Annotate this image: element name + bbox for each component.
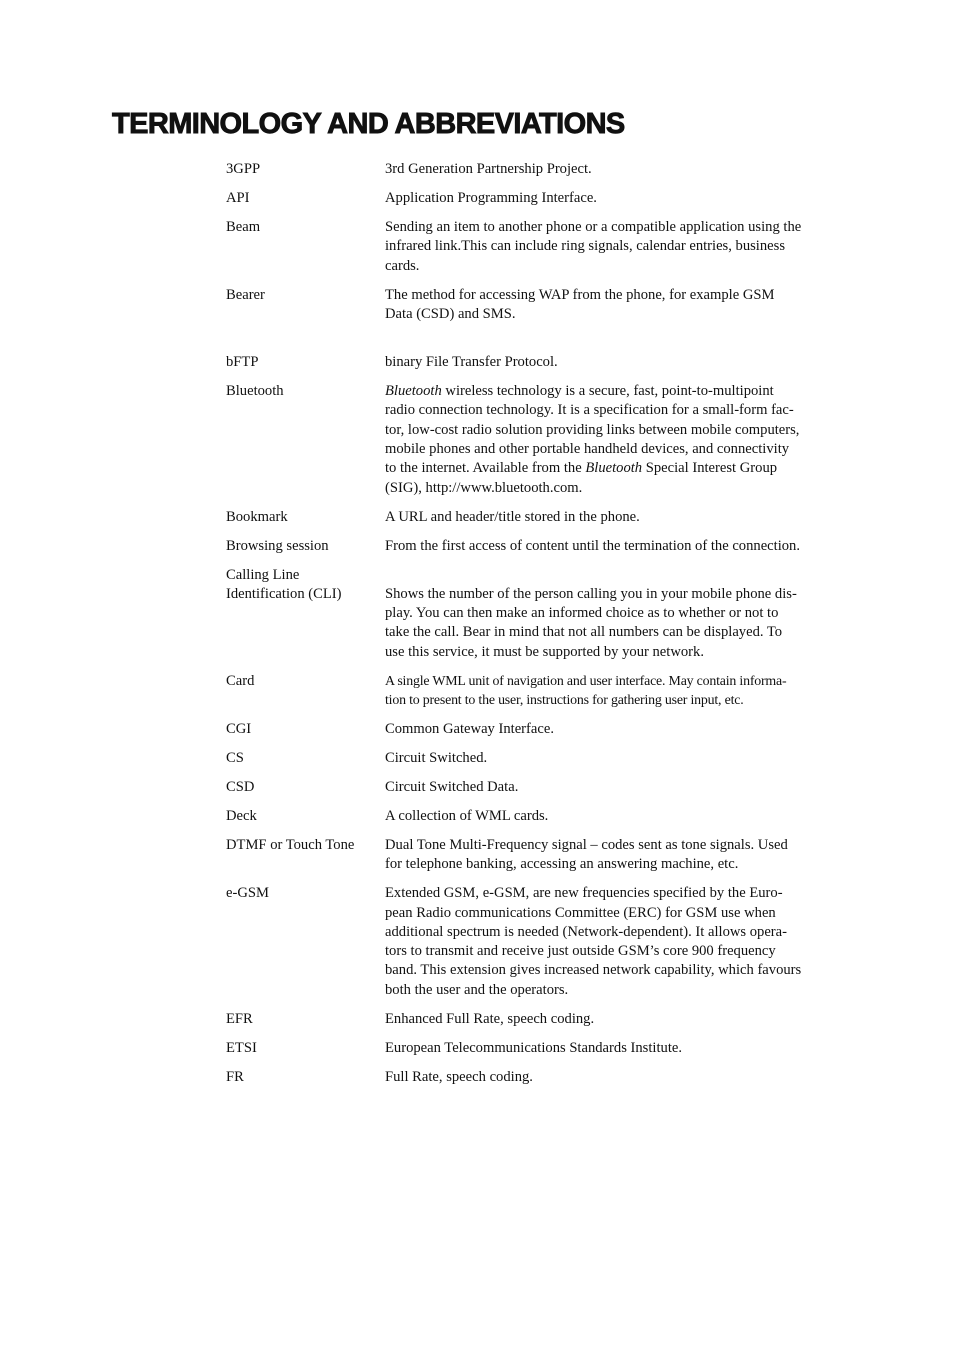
glossary-definition xyxy=(385,537,846,556)
glossary-term: Bearer xyxy=(226,286,265,303)
definition-line: take the call. Bear in mind that not all numbers can be displayed. To xyxy=(385,624,783,641)
definition-line: Circuit Switched Data. xyxy=(385,778,519,795)
glossary-entry-efr xyxy=(226,1010,846,1029)
definition-text: Special Interest Group xyxy=(642,460,778,477)
glossary-term: DTMF or Touch Tone xyxy=(226,836,355,853)
definition-line: Enhanced Full Rate, speech coding. xyxy=(385,1010,595,1027)
definition-line: Application Programming Interface. xyxy=(385,189,597,206)
glossary-term: Browsing session xyxy=(226,537,329,554)
definition-line: Common Gateway Interface. xyxy=(385,721,554,738)
glossary-entry-card xyxy=(226,672,846,711)
glossary-definition xyxy=(385,508,846,527)
definition-line: tors to transmit and receive just outside GSM’s core 900 frequency xyxy=(385,943,776,960)
definition-line: Sending an item to another phone or a compatible application using the xyxy=(385,218,802,235)
definition-line: infrared link.This can include ring signals, calendar entries, business xyxy=(385,238,785,255)
definition-line: A URL and header/title stored in the phone. xyxy=(385,508,640,525)
glossary-definition xyxy=(385,286,846,325)
glossary-entry-cli xyxy=(226,566,846,662)
glossary-term: API xyxy=(226,189,250,206)
glossary-list xyxy=(226,160,846,1087)
definition-line: A collection of WML cards. xyxy=(385,807,549,824)
glossary-definition xyxy=(385,778,846,797)
glossary-entry-dtmf xyxy=(226,836,846,875)
definition-line: European Telecommunications Standards Institute. xyxy=(385,1039,682,1056)
definition-text: to the internet. Available from the xyxy=(385,460,586,477)
definition-line: pean Radio communications Committee (ERC) for GSM use when xyxy=(385,904,776,921)
definition-line: A single WML unit of navigation and user interface. May contain informa- xyxy=(385,673,787,689)
definition-line: tion to present to the user, instructions for gathering user input, etc. xyxy=(385,693,744,709)
definition-line: both the user and the operators. xyxy=(385,981,569,998)
glossary-term: CS xyxy=(226,750,244,766)
glossary-term: e-GSM xyxy=(226,885,269,902)
term-line: Identification (CLI) xyxy=(226,585,342,602)
glossary-entry-beam xyxy=(226,218,846,276)
glossary-definition xyxy=(385,884,846,1000)
glossary-definition xyxy=(385,1010,846,1029)
glossary-entry-cs xyxy=(226,749,846,768)
glossary-term: ETSI xyxy=(226,1039,257,1056)
glossary-definition xyxy=(385,836,846,875)
glossary-definition xyxy=(385,720,846,739)
glossary-term xyxy=(226,566,385,605)
glossary-entry-fr xyxy=(226,1068,846,1087)
definition-line: Circuit Switched. xyxy=(385,750,488,766)
definition-line: From the first access of content until the termination of the connection. xyxy=(385,537,800,554)
definition-line: cards. xyxy=(385,257,420,274)
definition-spacer xyxy=(385,566,842,585)
glossary-definition xyxy=(385,1068,846,1087)
glossary-definition xyxy=(385,807,846,826)
glossary-term: Beam xyxy=(226,218,261,235)
definition-line: additional spectrum is needed (Network-dependent). It allows opera- xyxy=(385,923,787,940)
definition-line: 3rd Generation Partnership Project. xyxy=(385,161,592,177)
definition-line: Dual Tone Multi-Frequency signal – codes sent as tone signals. Used xyxy=(385,836,788,853)
definition-line: binary File Transfer Protocol. xyxy=(385,354,558,371)
glossary-entry-bluetooth xyxy=(226,382,846,498)
glossary-entry-3gpp xyxy=(226,160,846,179)
glossary-entry-etsi xyxy=(226,1039,846,1058)
definition-line: band. This extension gives increased network capability, which favours xyxy=(385,962,802,979)
glossary-entry-browsing-session xyxy=(226,537,846,556)
glossary-term: Card xyxy=(226,672,255,689)
glossary-definition xyxy=(385,1039,846,1058)
glossary-definition xyxy=(385,160,846,179)
glossary-entry-bftp xyxy=(226,353,846,372)
definition-line: Full Rate, speech coding. xyxy=(385,1068,533,1085)
definition-line: use this service, it must be supported by your network. xyxy=(385,643,704,660)
glossary-definition xyxy=(385,566,846,662)
glossary-term: bFTP xyxy=(226,354,259,371)
definition-line: radio connection technology. It is a specification for a small-form fac- xyxy=(385,402,794,419)
glossary-entry-deck xyxy=(226,807,846,826)
definition-line: for telephone banking, accessing an answering machine, etc. xyxy=(385,856,739,873)
glossary-entry-bearer xyxy=(226,286,846,325)
page-title: TERMINOLOGY AND ABBREVIATIONS xyxy=(112,108,625,140)
definition-line: mobile phones and other portable handheld devices, and connectivity xyxy=(385,441,790,458)
glossary-term: 3GPP xyxy=(226,161,261,177)
definition-line xyxy=(385,382,842,401)
bluetooth-emphasis: Bluetooth xyxy=(585,460,643,477)
definition-line: play. You can then make an informed choice as to whether or not to xyxy=(385,605,779,622)
definition-line: Shows the number of the person calling you in your mobile phone dis- xyxy=(385,585,797,602)
definition-line xyxy=(385,459,842,478)
glossary-definition xyxy=(385,749,846,768)
definition-line: (SIG), http://www.bluetooth.com. xyxy=(385,479,583,496)
bluetooth-emphasis: Bluetooth xyxy=(385,383,442,400)
glossary-definition xyxy=(385,672,846,711)
definition-line: Extended GSM, e-GSM, are new frequencies specified by the Euro- xyxy=(385,885,783,902)
glossary-term: CGI xyxy=(226,721,252,738)
glossary-definition xyxy=(385,189,846,208)
glossary-term: Bookmark xyxy=(226,508,288,525)
glossary-entry-e-gsm xyxy=(226,884,846,1000)
glossary-definition xyxy=(385,218,846,276)
glossary-term: Deck xyxy=(226,807,257,824)
glossary-entry-cgi xyxy=(226,720,846,739)
glossary-term: FR xyxy=(226,1068,244,1085)
definition-line: Data (CSD) and SMS. xyxy=(385,305,516,322)
glossary-term: EFR xyxy=(226,1010,253,1027)
term-line: Calling Line xyxy=(226,566,300,583)
glossary-entry-bookmark xyxy=(226,508,846,527)
glossary-term: Bluetooth xyxy=(226,383,284,400)
glossary-definition xyxy=(385,353,846,372)
glossary-definition xyxy=(385,382,846,498)
definition-text: wireless technology is a secure, fast, point-to-multipoint xyxy=(445,383,774,400)
definition-line: tor, low-cost radio solution providing links between mobile computers, xyxy=(385,421,800,438)
glossary-entry-csd xyxy=(226,778,846,797)
definition-line: The method for accessing WAP from the phone, for example GSM xyxy=(385,286,775,303)
glossary-entry-api xyxy=(226,189,846,208)
glossary-term: CSD xyxy=(226,778,255,795)
